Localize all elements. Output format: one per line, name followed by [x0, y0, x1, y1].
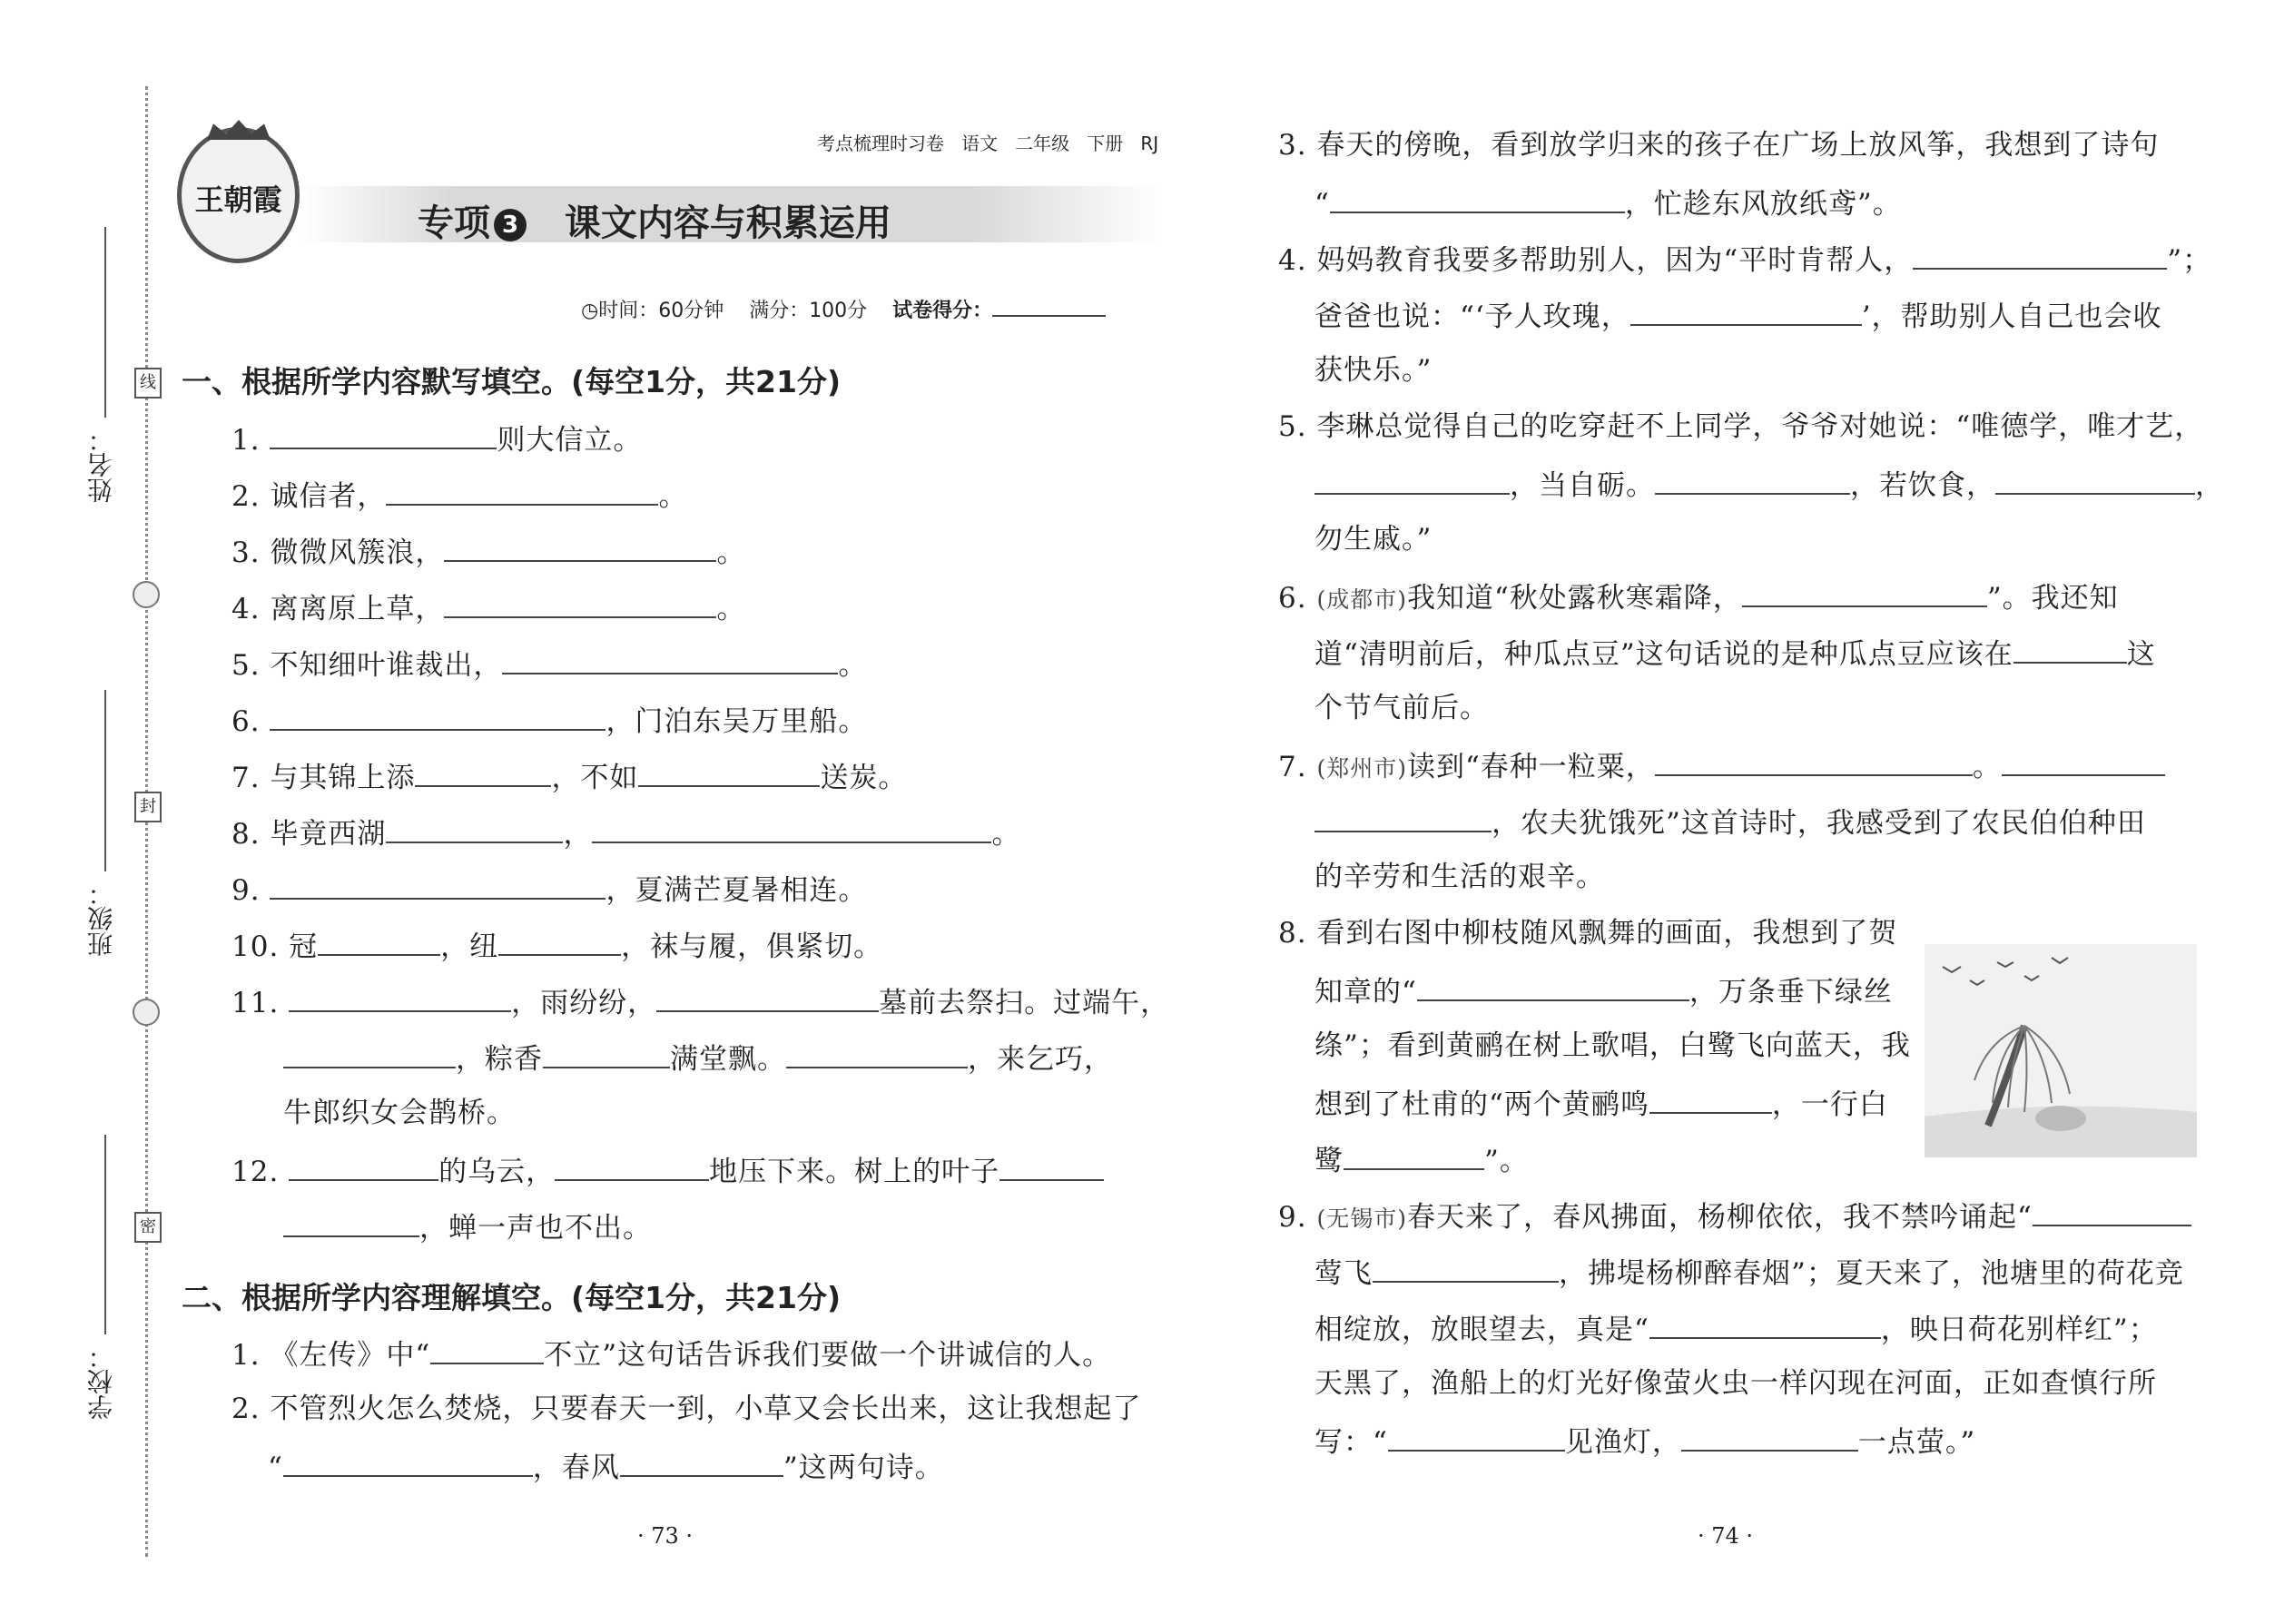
- question-line: 9. (无锡市)春天来了，春风拂面，杨柳依依，我不禁吟诵起“: [1278, 1196, 2191, 1237]
- volume: 下册: [1087, 133, 1124, 154]
- page-number: · 73 ·: [637, 1523, 694, 1549]
- question-line: “ ，忙趁东风放纸鸢”。: [1314, 183, 1902, 222]
- question-line: 鹭 ”。: [1314, 1140, 1529, 1179]
- logo-text: 王朝霞: [194, 182, 282, 217]
- question-line: 相绽放，放眼望去，真是“ ，映日荷花别样红”；: [1314, 1309, 2158, 1348]
- question-line: ，农夫犹饿死”这首诗时，我感受到了农民伯伯种田: [1314, 802, 2146, 842]
- answer-blank[interactable]: [444, 588, 716, 618]
- answer-blank[interactable]: [386, 476, 658, 506]
- section-title: 二、根据所学内容理解填空。(每空1分，共21分): [182, 1280, 842, 1315]
- school-label: 学校：: [86, 1343, 116, 1420]
- answer-blank[interactable]: [498, 926, 621, 956]
- answer-blank[interactable]: [415, 757, 551, 787]
- question-line: 3. 春天的傍晚，看到放学归来的孩子在广场上放风筝，我想到了诗句: [1278, 129, 2160, 162]
- answer-blank[interactable]: [502, 645, 838, 674]
- full-score: 满分：100分: [749, 300, 868, 322]
- crown-icon: [207, 120, 271, 140]
- answer-blank[interactable]: [283, 1207, 419, 1237]
- seal-char-seal: 封: [134, 792, 162, 822]
- answer-blank[interactable]: [283, 1447, 533, 1477]
- page-title: [418, 194, 891, 246]
- question-line: 个节气前后。: [1314, 692, 1489, 724]
- question-line: 3. 微微风簇浪， 。: [231, 532, 745, 571]
- question-line: 获快乐。”: [1314, 354, 1433, 387]
- answer-blank[interactable]: [1630, 296, 1862, 326]
- question-line: 知章的“ ，万条垂下绿丝: [1314, 971, 1893, 1010]
- series-info: [817, 129, 1158, 155]
- question-line: 2. 不管烈火怎么焚烧，只要春天一到，小草又会长出来，这让我想起了: [231, 1393, 1142, 1425]
- answer-blank[interactable]: [289, 982, 511, 1012]
- question-line: 7. 与其锦上添 ，不如 送炭。: [231, 757, 907, 796]
- answer-blank[interactable]: [999, 1151, 1104, 1181]
- answer-blank[interactable]: [444, 532, 716, 562]
- answer-blank[interactable]: [270, 870, 605, 900]
- answer-blank[interactable]: [289, 1151, 438, 1181]
- question-line: 6. (成都市)我知道“秋处露秋寒霜降， ”。我还知: [1278, 577, 2119, 618]
- question-line: 牛郎织女会鹊桥。: [283, 1097, 516, 1129]
- question-line: 7. (郑州市)读到“春种一粒粟， 。: [1278, 746, 2165, 787]
- answer-blank[interactable]: [1649, 1309, 1881, 1339]
- answer-blank[interactable]: [1742, 577, 1987, 607]
- question-line: 2. 诚信者， 。: [231, 476, 687, 515]
- question-line: 8. 看到右图中柳枝随风飘舞的画面，我想到了贺: [1278, 917, 1898, 950]
- answer-blank[interactable]: [2002, 746, 2165, 776]
- question-line: 10. 冠 ，纽 ，袜与履，俱紧切。: [231, 926, 882, 965]
- question-line: 绦”；看到黄鹂在树上歌唱，白鹭飞向蓝天，我: [1314, 1029, 1911, 1062]
- name-label: 姓名：: [86, 427, 116, 503]
- question-line: 5. 不知细叶谁裁出， 。: [231, 645, 867, 684]
- answer-blank[interactable]: [1913, 240, 2167, 270]
- answer-blank[interactable]: [1417, 971, 1689, 1001]
- answer-blank[interactable]: [1330, 183, 1625, 213]
- question-line: 爸爸也说：“‘予人玫瑰， ’，帮助别人自己也会收: [1314, 296, 2162, 335]
- question-line: 6. ，门泊东吴万里船。: [231, 701, 867, 740]
- series-name: 考点梳理时习卷: [817, 133, 944, 154]
- class-label: 班级：: [86, 881, 116, 957]
- answer-blank[interactable]: [1388, 1422, 1565, 1452]
- question-line: 12. 的乌云， 地压下来。树上的叶子: [231, 1151, 1104, 1190]
- willow-illustration: [1925, 944, 2197, 1157]
- school-field[interactable]: [104, 1135, 106, 1334]
- question-line: 5. 李琳总觉得自己的吃穿赶不上同学，爷爷对她说：“唯德学，唯才艺，: [1278, 410, 2204, 443]
- question-line: 11. ，雨纷纷， 墓前去祭扫。过端午，: [231, 982, 1169, 1021]
- answer-blank[interactable]: [1344, 1140, 1484, 1170]
- score-field[interactable]: [992, 295, 1106, 317]
- question-line: 的辛劳和生活的艰辛。: [1314, 861, 1605, 893]
- answer-blank[interactable]: [270, 701, 605, 731]
- question-line: 天黑了，渔船上的灯光好像萤火虫一样闪现在河面，正如查慎行所: [1314, 1367, 2157, 1400]
- question-line: 1. 则大信立。: [231, 419, 642, 458]
- title-main: 课文内容与积累运用: [564, 202, 891, 244]
- answer-blank[interactable]: [283, 1038, 456, 1068]
- seal-circle: [133, 999, 160, 1026]
- time-limit: 时间：60分钟: [598, 300, 724, 322]
- answer-blank[interactable]: [543, 1038, 670, 1068]
- edition: RJ: [1140, 133, 1159, 154]
- answer-blank[interactable]: [555, 1151, 709, 1181]
- section-title: 一、根据所学内容默写填空。(每空1分，共21分): [182, 364, 842, 399]
- answer-blank[interactable]: [1681, 1422, 1858, 1452]
- answer-blank[interactable]: [2013, 634, 2127, 664]
- title-number: 3: [494, 209, 527, 241]
- question-line: 写：“ 见渔灯， 一点萤。”: [1314, 1422, 1975, 1461]
- seal-char-line: 线: [134, 368, 162, 399]
- answer-blank[interactable]: [318, 926, 440, 956]
- answer-blank[interactable]: [1314, 802, 1492, 832]
- seal-circle: [133, 581, 160, 608]
- question-line: 想到了杜甫的“两个黄鹂鸣 ，一行白: [1314, 1084, 1888, 1123]
- question-line: 1. 《左传》中“ 不立”这句话告诉我们要做一个讲诚信的人。: [231, 1334, 1111, 1373]
- seal-char-dense: 密: [134, 1212, 162, 1243]
- title-prefix: 专项: [418, 202, 490, 244]
- question-line: 4. 离离原上草， 。: [231, 588, 745, 627]
- answer-blank[interactable]: [620, 1447, 783, 1477]
- answer-blank[interactable]: [270, 419, 497, 449]
- answer-blank[interactable]: [1373, 1253, 1559, 1283]
- answer-blank[interactable]: [786, 1038, 968, 1068]
- question-line: ，蝉一声也不出。: [283, 1207, 652, 1246]
- page-number: · 74 ·: [1698, 1523, 1754, 1549]
- question-line: ，粽香 满堂飘。 ，来乞巧，: [283, 1038, 1113, 1078]
- question-line: ，当自砺。 ，若饮食， ，: [1314, 465, 2224, 504]
- answer-blank[interactable]: [1995, 465, 2195, 495]
- exam-meta: [581, 295, 1106, 323]
- question-line: 9. ，夏满芒夏暑相连。: [231, 870, 867, 909]
- answer-blank[interactable]: [592, 813, 991, 843]
- answer-blank[interactable]: [430, 1334, 544, 1364]
- answer-blank[interactable]: [1314, 465, 1510, 495]
- question-line: 莺飞 ，拂堤杨柳醉春烟”；夏天来了，池塘里的荷花竞: [1314, 1253, 2184, 1292]
- question-line: 道“清明前后，种瓜点豆”这句话说的是种瓜点豆应该在 这: [1314, 634, 2156, 673]
- answer-blank[interactable]: [1655, 746, 1973, 776]
- score-label: 试卷得分：: [892, 300, 993, 322]
- clock-icon: ◷: [581, 300, 599, 322]
- logo-emblem: [177, 127, 300, 263]
- answer-blank[interactable]: [386, 813, 563, 843]
- question-line: 勿生戚。”: [1314, 523, 1433, 556]
- answer-blank[interactable]: [1655, 465, 1850, 495]
- answer-blank[interactable]: [1649, 1084, 1772, 1114]
- subject: 语文: [961, 133, 999, 154]
- class-field[interactable]: [104, 690, 106, 871]
- answer-blank[interactable]: [2033, 1196, 2191, 1226]
- grade: 二年级: [1015, 133, 1070, 154]
- question-line: “ ，春风 ”这两句诗。: [268, 1447, 944, 1486]
- answer-blank[interactable]: [656, 982, 879, 1012]
- answer-blank[interactable]: [638, 757, 820, 787]
- name-field[interactable]: [104, 227, 106, 418]
- question-line: 4. 妈妈教育我要多帮助别人，因为“平时肯帮人， ”；: [1278, 240, 2211, 279]
- question-line: 8. 毕竟西湖 ， 。: [231, 813, 1020, 852]
